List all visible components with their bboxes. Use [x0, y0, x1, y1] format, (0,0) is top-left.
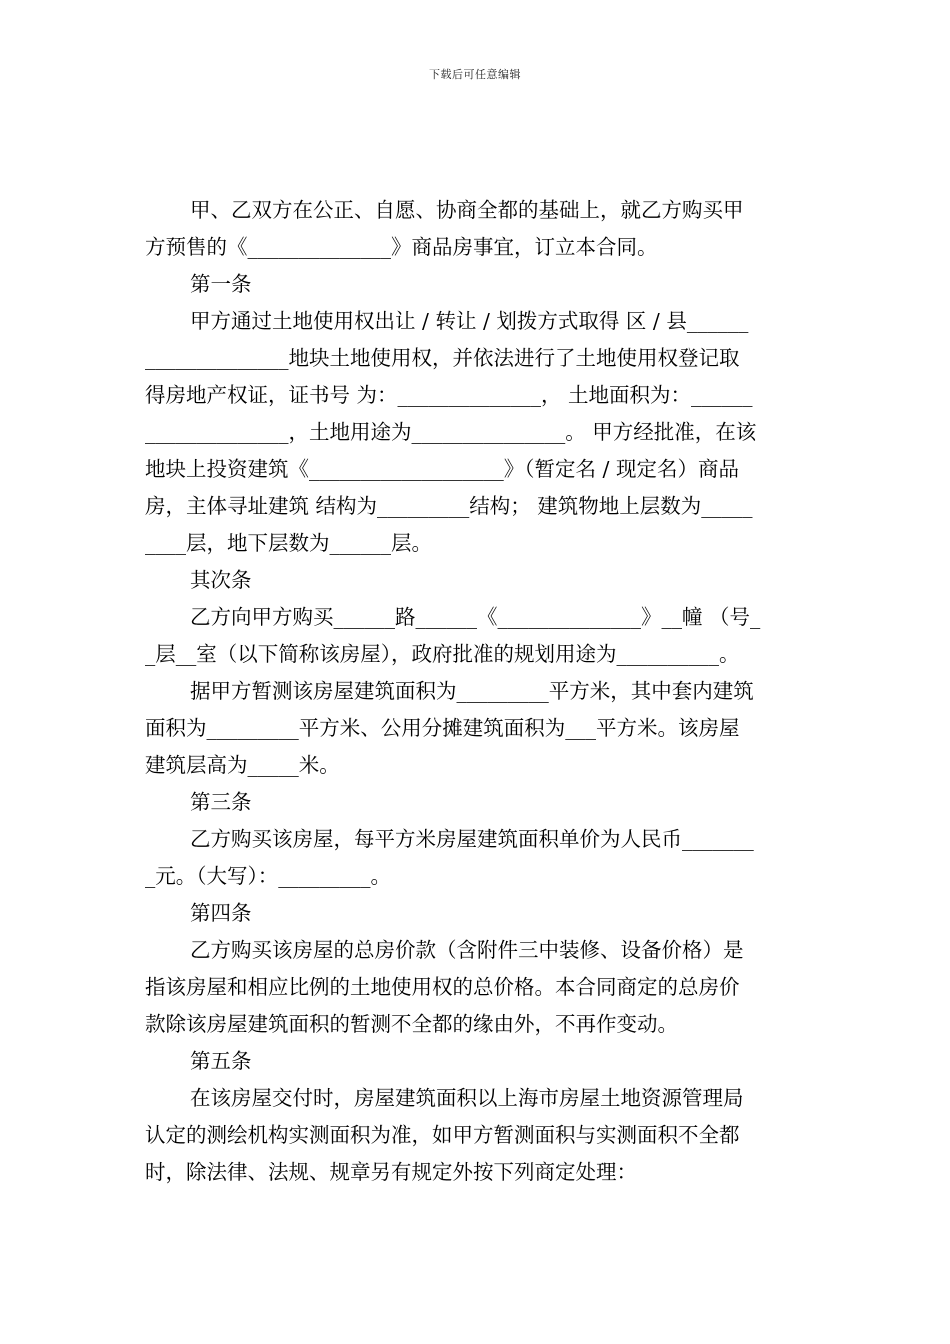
text-line-content: 房，主体寻址建筑 结构为_________结构； 建筑物地上层数为_____	[145, 494, 753, 518]
text-line	[0, 935, 950, 965]
text-line-content: _层__室（以下简称该房屋），政府批准的规划用途为__________。	[145, 642, 740, 666]
text-line-content: ______________，土地用途为_______________。 甲方经批准，在该	[145, 420, 757, 444]
text-line	[0, 1157, 950, 1187]
text-line	[0, 306, 950, 336]
text-line-content: ______________地块土地使用权，并依法进行了土地使用权登记取	[145, 346, 740, 370]
text-line	[0, 343, 950, 373]
text-line-content: 款除该房屋建筑面积的暂测不全都的缘由外，不再作变动。	[145, 1012, 678, 1036]
text-line-content: 得房地产权证，证书号 为：______________， 土地面积为：______	[145, 383, 753, 407]
page-header: 下载后可任意编辑	[429, 68, 521, 81]
text-line-content: 第五条	[190, 1049, 252, 1073]
text-line-content: 第四条	[190, 901, 252, 925]
text-line-content: 方预售的《______________》商品房事宜，订立本合同。	[145, 235, 658, 259]
text-line-content: 据甲方暂测该房屋建筑面积为_________平方米，其中套内建筑	[190, 679, 754, 703]
text-line	[0, 861, 950, 891]
text-line	[0, 898, 950, 928]
text-line-content: 面积为_________平方米、公用分摊建筑面积为___平方米。该房屋	[145, 716, 740, 740]
text-line	[0, 417, 950, 447]
text-line	[0, 491, 950, 521]
text-line	[0, 565, 950, 595]
text-line	[0, 1009, 950, 1039]
text-line	[0, 602, 950, 632]
text-line-content: ____层，地下层数为______层。	[145, 531, 432, 555]
text-line	[0, 750, 950, 780]
text-line	[0, 454, 950, 484]
text-line	[0, 528, 950, 558]
text-line-content: 甲方通过土地使用权出让 / 转让 / 划拨方式取得 区 / 县______	[190, 309, 749, 333]
text-line	[0, 713, 950, 743]
text-line	[0, 1120, 950, 1150]
text-line-content: 第一条	[190, 272, 252, 296]
text-line-content: 在该房屋交付时，房屋建筑面积以上海市房屋土地资源管理局	[190, 1086, 744, 1110]
text-line	[0, 380, 950, 410]
text-line-content: 其次条	[190, 568, 252, 592]
text-line-content: 指该房屋和相应比例的土地使用权的总价格。本合同商定的总房价	[145, 975, 740, 999]
text-line	[0, 972, 950, 1002]
text-line	[0, 787, 950, 817]
text-line	[0, 269, 950, 299]
text-line	[0, 824, 950, 854]
text-line-content: 时，除法律、法规、规章另有规定外按下列商定处理：	[145, 1160, 637, 1184]
text-line-content: 乙方向甲方购买______路______《______________》__幢 （号_	[190, 605, 761, 629]
text-line-content: 甲、乙双方在公正、自愿、协商全都的基础上，就乙方购买甲	[190, 198, 744, 222]
text-line	[0, 1046, 950, 1076]
text-line-content: 建筑层高为_____米。	[145, 753, 340, 777]
text-line	[0, 676, 950, 706]
text-line	[0, 639, 950, 669]
text-line-content: 乙方购买该房屋的总房价款（含附件三中装修、设备价格）是	[190, 938, 744, 962]
text-line-content: 乙方购买该房屋，每平方米房屋建筑面积单价为人民币_______	[190, 827, 754, 851]
text-line-content: 第三条	[190, 790, 252, 814]
text-line	[0, 1083, 950, 1113]
text-line	[0, 232, 950, 262]
text-line-content: 认定的测绘机构实测面积为准，如甲方暂测面积与实测面积不全都	[145, 1123, 740, 1147]
text-line	[0, 195, 950, 225]
text-line-content: _元。（大写）：_________。	[145, 864, 391, 888]
text-line-content: 地块上投资建筑《___________________》（暂定名 / 现定名）商品	[145, 457, 739, 481]
